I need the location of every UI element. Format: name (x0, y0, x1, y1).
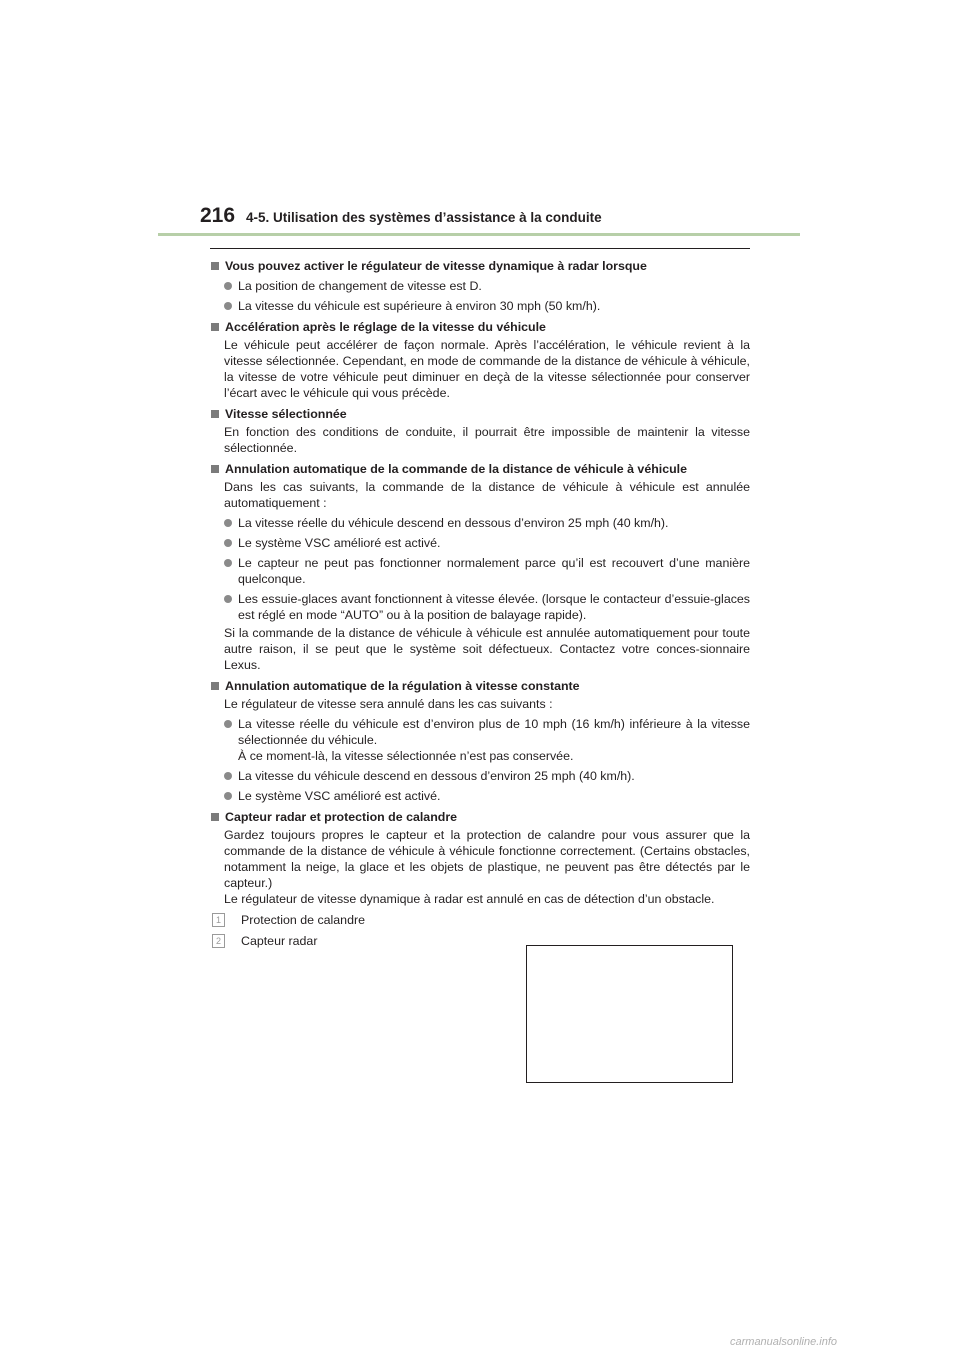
list-item: Le système VSC amélioré est activé. (224, 788, 750, 804)
square-bullet-icon (211, 410, 219, 418)
square-bullet-icon (211, 682, 219, 690)
callout-number-icon: 2 (212, 934, 225, 948)
section-paragraph: En fonction des conditions de conduite, il pourrait être impossible de maintenir la vitesse sélectionnée. (224, 425, 750, 455)
section-paragraph: Le régulateur de vitesse dynamique à radar est annulé en cas de détection d’un obstacle. (224, 892, 715, 906)
page-number: 216 (200, 204, 236, 227)
legend-item: 1 Protection de calandre (210, 912, 750, 928)
section-paragraph: Gardez toujours propres le capteur et la protection de calandre pour vous assurer que la commande de la distance de véhicule à véhicule fonctionne correctement. (Certains obstacles, notamment la neige, la glace et les objets de plastique, ne peuvent pas être détectés par le capteur.) (224, 828, 750, 890)
square-bullet-icon (211, 262, 219, 270)
watermark: carmanualsonline.info (730, 1336, 838, 1348)
legend-item: 2 Capteur radar (210, 933, 750, 949)
section-paragraph: Si la commande de la distance de véhicule à véhicule est annulée automatiquement pour toute autre raison, il se peut que le système soit défectueux. Contactez votre conces-sionnaire Lexus. (224, 626, 750, 672)
figure-legend (210, 912, 750, 949)
list-item: Le capteur ne peut pas fonctionner normalement parce qu’il est recouvert d’une manière quelconque. (224, 555, 750, 587)
content-top-rule (210, 248, 750, 249)
round-bullet-icon (224, 720, 232, 728)
section-paragraph: Le véhicule peut accélérer de façon normale. Après l’accélération, le véhicule revient à la vitesse sélectionnée. Cependant, en mode de commande de la distance de véhicule à véhicule, la vitesse de votre véhicule peut diminuer en deçà de la vitesse sélectionnée pour conserver l’écart avec le véhicule qui vous précède. (224, 338, 750, 400)
list-item: Le système VSC amélioré est activé. (224, 535, 750, 551)
page-content (210, 258, 750, 954)
page-header (0, 0, 960, 240)
round-bullet-icon (224, 595, 232, 603)
section-title: 4-5. Utilisation des systèmes d’assistance à la conduite (246, 210, 602, 225)
list-item: La position de changement de vitesse est D. (224, 278, 750, 294)
round-bullet-icon (224, 539, 232, 547)
round-bullet-icon (224, 519, 232, 527)
round-bullet-icon (224, 559, 232, 567)
section-heading: Vitesse sélectionnée (210, 406, 750, 422)
square-bullet-icon (211, 465, 219, 473)
section-heading: Annulation automatique de la régulation à vitesse constante (210, 678, 750, 694)
section-paragraph: Le régulateur de vitesse sera annulé dans les cas suivants : (224, 697, 553, 711)
list-item: La vitesse du véhicule est supérieure à environ 30 mph (50 km/h). (224, 298, 750, 314)
round-bullet-icon (224, 282, 232, 290)
list-item: Les essuie-glaces avant fonctionnent à vitesse élevée. (lorsque le contacteur d’essuie-glaces est réglé en mode “AUTO” ou à la position de balayage rapide). (224, 591, 750, 623)
figure-placeholder (526, 945, 733, 1083)
round-bullet-icon (224, 302, 232, 310)
section-paragraph: Dans les cas suivants, la commande de la distance de véhicule à véhicule est annulée automatiquement : (224, 480, 750, 510)
list-item: La vitesse réelle du véhicule descend en dessous d’environ 25 mph (40 km/h). (224, 515, 750, 531)
round-bullet-icon (224, 792, 232, 800)
header-rule (158, 233, 800, 236)
callout-number-icon: 1 (212, 913, 225, 927)
section-heading: Accélération après le réglage de la vitesse du véhicule (210, 319, 750, 335)
section-heading: Annulation automatique de la commande de la distance de véhicule à véhicule (210, 461, 750, 477)
list-item: La vitesse réelle du véhicule est d’environ plus de 10 mph (16 km/h) inférieure à la vitesse sélectionnée du véhicule. À ce moment-là, la vitesse sélectionnée n’est pas conservée. (224, 716, 750, 764)
round-bullet-icon (224, 772, 232, 780)
section-heading: Capteur radar et protection de calandre (210, 809, 750, 825)
square-bullet-icon (211, 323, 219, 331)
square-bullet-icon (211, 813, 219, 821)
section-heading: Vous pouvez activer le régulateur de vitesse dynamique à radar lorsque (210, 258, 750, 274)
list-item: La vitesse du véhicule descend en dessous d’environ 25 mph (40 km/h). (224, 768, 750, 784)
